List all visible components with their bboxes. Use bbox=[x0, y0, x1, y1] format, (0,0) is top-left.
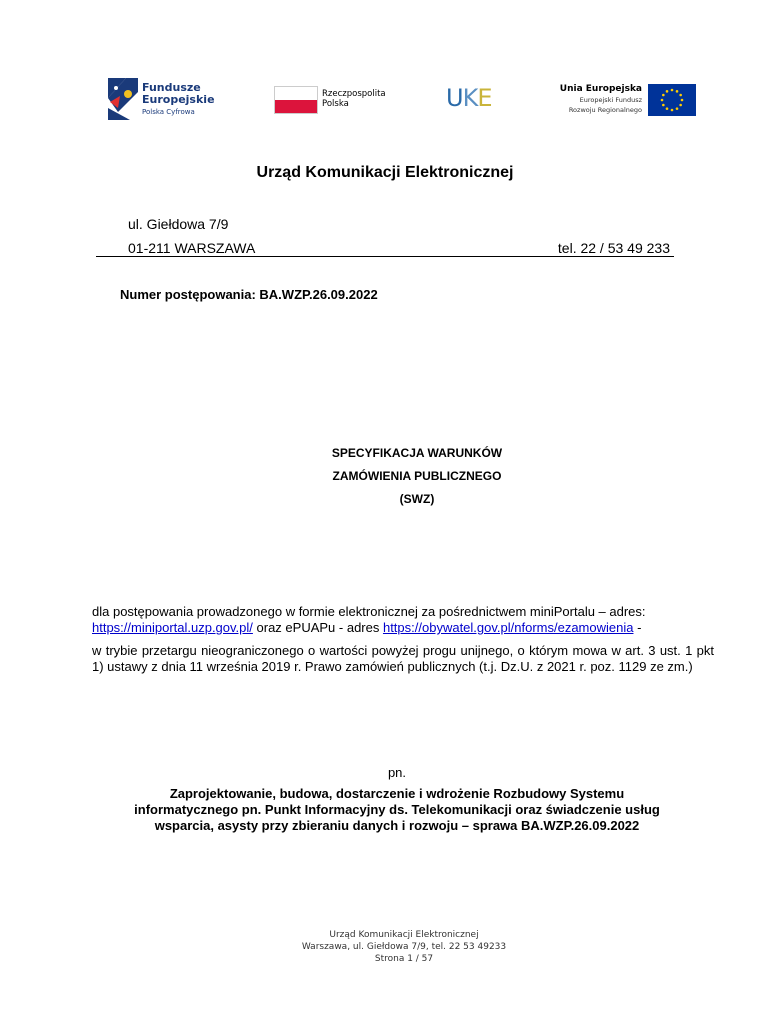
epuap-link[interactable]: https://obywatel.gov.pl/nforms/ezamowienia bbox=[382, 620, 634, 635]
eu-star-icon bbox=[662, 94, 665, 97]
unia-europejska-logo bbox=[552, 82, 702, 122]
eu-star-icon bbox=[679, 94, 682, 97]
page-footer bbox=[0, 929, 770, 965]
pn-label: pn. bbox=[387, 765, 407, 780]
phone-number: tel. 22 / 53 49 233 bbox=[557, 240, 670, 256]
header-divider bbox=[96, 256, 674, 257]
spec-heading-line1: SPECYFIKACJA WARUNKÓW bbox=[331, 446, 503, 460]
address-street: ul. Giełdowa 7/9 bbox=[128, 216, 229, 232]
contract-topic: Zaprojektowanie, budowa, dostarczenie i wdrożenie Rozbudowy Systemu informatycznego pn. Punkt Informacyjny ds. Telekomunikacji oraz świadczenie usług wsparcia, asysty przy zbieraniu danych i rozwoju – sprawa BA.WZP.26.09.2022 bbox=[134, 786, 660, 833]
fe-logo-line1: Fundusze bbox=[142, 81, 201, 94]
legal-basis-paragraph: w trybie przetargu nieograniczonego o wartości powyżej progu unijnego, o którym mowa w art. 3 ust. 1 pkt 1) ustawy z dnia 11 września 2019 r. Prawo zamówień publicznych (t.j. Dz.U. z 2021 r. poz. 1129 ze zm.) bbox=[92, 643, 714, 674]
eu-star-icon bbox=[671, 109, 674, 112]
ue-logo-line2: Europejski Fundusz bbox=[579, 96, 642, 104]
uke-logo: UKE bbox=[446, 84, 492, 112]
ue-logo-line1: Unia Europejska bbox=[559, 84, 642, 94]
address-city: 01-211 WARSZAWA bbox=[128, 240, 256, 256]
eu-star-icon bbox=[662, 104, 665, 107]
eu-flag-icon bbox=[648, 84, 696, 116]
procedure-paragraph bbox=[92, 604, 714, 636]
fe-logo-line2: Europejskie bbox=[142, 93, 215, 106]
eu-star-icon bbox=[671, 89, 674, 92]
eu-star-icon bbox=[681, 99, 684, 102]
spec-heading-line2: ZAMÓWIENIA PUBLICZNEGO bbox=[332, 469, 502, 483]
page-title: Urząd Komunikacji Elektronicznej bbox=[256, 164, 514, 181]
procedure-text-start: dla postępowania prowadzonego w formie elektronicznej za pośrednictwem miniPortalu – adres: bbox=[92, 604, 646, 619]
eu-star-icon bbox=[666, 90, 669, 93]
footer-page-number: Strona 1 / 57 bbox=[374, 954, 434, 964]
eu-star-icon bbox=[679, 104, 682, 107]
eu-star-icon bbox=[666, 107, 669, 110]
footer-line1: Urząd Komunikacji Elektronicznej bbox=[329, 930, 479, 940]
fundusze-europejskie-emblem-icon bbox=[108, 78, 138, 120]
miniportal-link[interactable]: https://miniportal.uzp.gov.pl/ bbox=[92, 620, 253, 635]
case-number: Numer postępowania: BA.WZP.26.09.2022 bbox=[120, 287, 378, 302]
spec-heading-line3: (SWZ) bbox=[399, 492, 435, 506]
rzeczpospolita-polska-logo bbox=[274, 86, 414, 116]
fe-logo-line3: Polska Cyfrowa bbox=[142, 108, 195, 116]
footer-line2: Warszawa, ul. Giełdowa 7/9, tel. 22 53 49233 bbox=[301, 942, 507, 952]
ue-logo-line3: Rozwoju Regionalnego bbox=[568, 106, 642, 114]
fundusze-europejskie-logo bbox=[108, 78, 228, 122]
polish-flag-icon bbox=[274, 86, 318, 114]
eu-star-icon bbox=[676, 107, 679, 110]
eu-star-icon bbox=[661, 99, 664, 102]
procedure-text-mid: oraz ePUAPu - adres bbox=[252, 620, 383, 635]
rp-logo-line1: Rzeczpospolita bbox=[322, 89, 386, 99]
procedure-text-end: - bbox=[633, 620, 642, 635]
eu-star-icon bbox=[676, 90, 679, 93]
rp-logo-line2: Polska bbox=[322, 99, 349, 109]
